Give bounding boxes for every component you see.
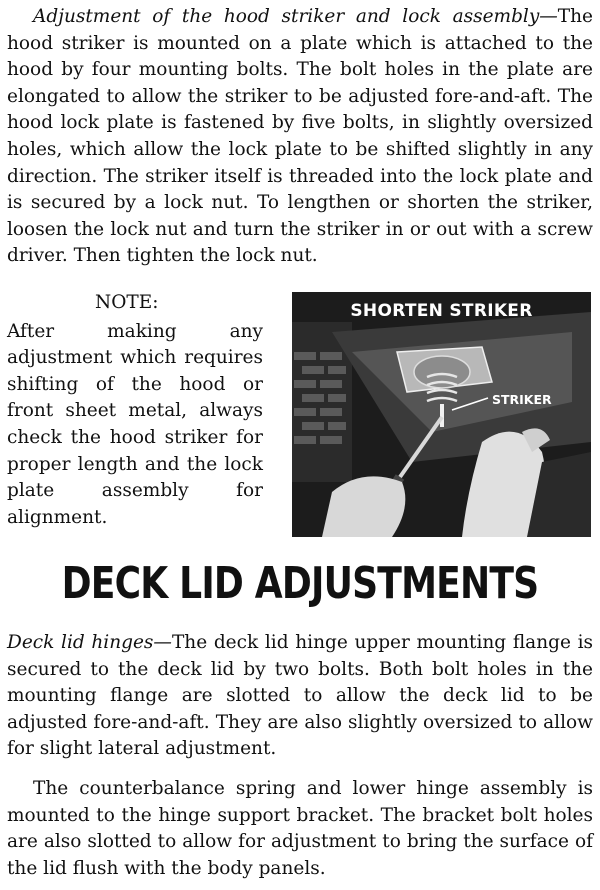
note-box bbox=[7, 290, 263, 531]
counterbalance-paragraph: The counterbalance spring and lower hinge assembly is mounted to the hinge support bracket. The bracket bolt holes are also slotted to allow for adjustment to bring the surface of the lid flush with the body panels. bbox=[7, 778, 593, 879]
deck-lid-hinges-body: The deck lid hinge upper mounting flange is secured to the deck lid by two bolts. Both bolt holes in the mounting flange are slotted to allow the deck lid to be adjusted fore-and-aft. They are also slightly oversized to allow for slight lateral adjustment. bbox=[7, 632, 594, 760]
hood-striker-paragraph bbox=[7, 4, 593, 270]
note-heading: NOTE: bbox=[95, 292, 159, 313]
note-body: After making any adjustment which requires shifting of the hood or front sheet metal, always check the hood striker for proper length and the lock plate assembly for alignment. bbox=[7, 320, 263, 528]
striker-photo-illustration bbox=[292, 292, 591, 537]
deck-lid-hinges-paragraph bbox=[7, 630, 593, 763]
deck-lid-hinges-lead: Deck lid hinges— bbox=[7, 632, 172, 653]
striker-label: STRIKER bbox=[492, 392, 552, 407]
hood-striker-lead: Adjustment of the hood striker and lock assembly— bbox=[33, 6, 558, 27]
photo-caption: SHORTEN STRIKER bbox=[350, 301, 533, 321]
hood-striker-body: The hood striker is mounted on a plate which is attached to the hood by four mounting bolts. The bolt holes in the plate are elongated to allow the striker to be adjusted fore-and-aft. The hood lock plate is fastened by five bolts, in slightly oversized holes, which allow the lock plate to be shifted slightly in any direction. The striker itself is threaded into the lock plate and is secured by a lock nut. To lengthen or shorten the striker, loosen the lock nut and turn the striker in or out with a screw driver. Then tighten the lock nut. bbox=[7, 6, 593, 267]
section-heading: DECK LID ADJUSTMENTS bbox=[61, 558, 539, 609]
striker-photo bbox=[292, 292, 591, 537]
